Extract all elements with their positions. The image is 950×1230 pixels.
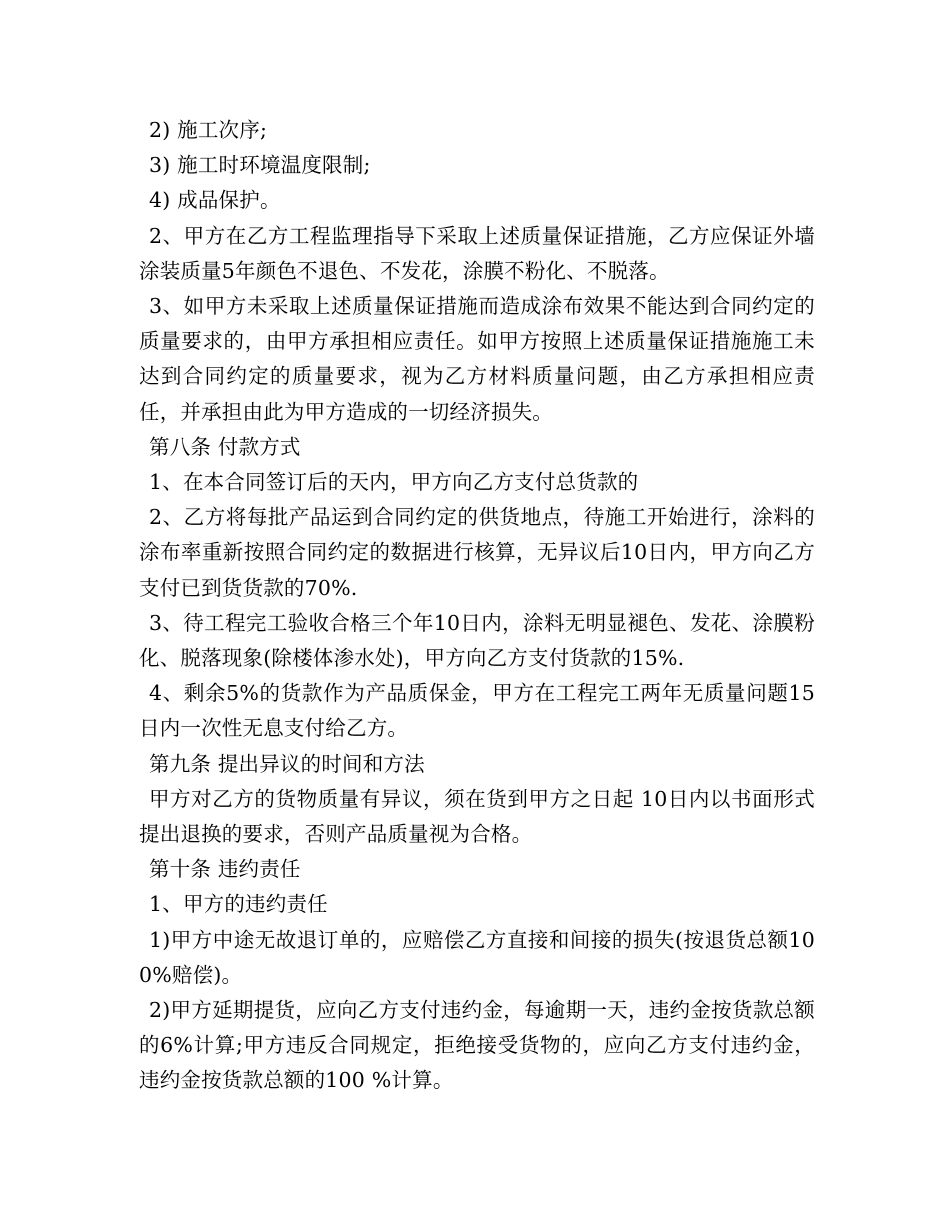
clause-payment-3: 3、待工程完工验收合格三个年10日内，涂料无明显褪色、发花、涂膜粉化、脱落现象(除楼体渗水处)，甲方向乙方支付货款的15%. <box>139 610 815 671</box>
clause-payment-4: 4、剩余5%的货款作为产品质保金，甲方在工程完工两年无质量问题15 日内一次性无息支付给乙方。 <box>139 681 815 741</box>
subsection-heading-party-a-liability: 1、甲方的违约责任 <box>149 892 328 917</box>
list-item-product-protection: 4) 成品保护。 <box>149 188 281 213</box>
section-heading-article-8: 第八条 付款方式 <box>149 434 301 459</box>
section-heading-article-10: 第十条 违约责任 <box>149 857 301 882</box>
clause-payment-1: 1、在本合同签订后的天内，甲方向乙方支付总货款的 <box>149 470 639 495</box>
clause-quality-guarantee: 2、甲方在乙方工程监理指导下采取上述质量保证措施，乙方应保证外墙涂装质量5年颜色不退色、不发花，涂膜不粉化、不脱落。 <box>139 223 815 283</box>
clause-liability-1: 1)甲方中途无故退订单的，应赔偿乙方直接和间接的损失(按退货总额100%赔偿)。 <box>139 927 815 987</box>
list-item-temperature-limit: 3) 施工时环境温度限制; <box>149 153 371 178</box>
clause-responsibility: 3、如甲方未采取上述质量保证措施而造成涂布效果不能达到合同约定的质量要求的，由甲方承担相应责任。如甲方按照上述质量保证措施施工未达到合同约定的质量要求，视为乙方材料质量问题，由乙方承担相应责任，并承担由此为甲方造成的一切经济损失。 <box>139 294 815 424</box>
document-page <box>139 113 815 1099</box>
section-heading-article-9: 第九条 提出异议的时间和方法 <box>149 751 425 776</box>
list-item-construction-sequence: 2) 施工次序; <box>149 118 268 142</box>
clause-objection: 甲方对乙方的货物质量有异议，须在货到甲方之日起 10日内以书面形式提出退换的要求，否则产品质量视为合格。 <box>139 786 815 847</box>
clause-payment-2: 2、乙方将每批产品运到合同约定的供货地点，待施工开始进行，涂料的涂布率重新按照合同约定的数据进行核算，无异议后10日内，甲方向乙方支付已到货货款的70%. <box>139 505 815 600</box>
clause-liability-2: 2)甲方延期提货，应向乙方支付违约金，每逾期一天，违约金按货款总额的6%计算;甲方违反合同规定，拒绝接受货物的，应向乙方支付违约金，违约金按货款总额的100 %计算。 <box>139 998 815 1093</box>
